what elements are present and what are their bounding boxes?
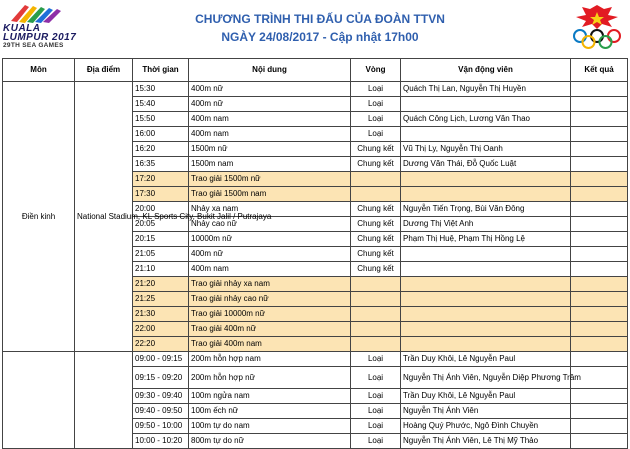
event-cell: 400m nữ — [189, 82, 351, 97]
table-row — [3, 352, 628, 367]
athletes-cell — [401, 322, 571, 337]
event-cell: 400m nam — [189, 112, 351, 127]
result-cell — [571, 262, 628, 277]
time-cell: 22:00 — [133, 322, 189, 337]
event-cell: 1500m nữ — [189, 142, 351, 157]
time-cell: 09:40 - 09:50 — [133, 404, 189, 419]
event-cell: Nhảy cao nữ — [189, 217, 351, 232]
round-cell: Chung kết — [351, 232, 401, 247]
time-cell: 20:00 — [133, 202, 189, 217]
round-cell: Loại — [351, 112, 401, 127]
round-cell: Chung kết — [351, 157, 401, 172]
logo-graphic — [3, 3, 87, 25]
round-cell — [351, 322, 401, 337]
athletes-cell — [401, 97, 571, 112]
event-cell: 400m nam — [189, 127, 351, 142]
col-header-athletes: Vận động viên — [401, 59, 571, 82]
time-cell: 22:20 — [133, 337, 189, 352]
round-cell: Loại — [351, 367, 401, 389]
page-title: CHƯƠNG TRÌNH THI ĐẤU CỦA ĐOÀN TTVN — [195, 12, 445, 26]
round-cell — [351, 277, 401, 292]
event-cell: Nhảy xa nam — [189, 202, 351, 217]
result-cell — [571, 232, 628, 247]
athletes-cell — [401, 247, 571, 262]
result-cell — [571, 322, 628, 337]
time-cell: 09:00 - 09:15 — [133, 352, 189, 367]
athletes-cell — [401, 172, 571, 187]
page-subtitle: NGÀY 24/08/2017 - Cập nhật 17h00 — [221, 30, 419, 44]
result-cell — [571, 292, 628, 307]
result-cell — [571, 404, 628, 419]
time-cell: 21:20 — [133, 277, 189, 292]
col-header-event: Nội dung — [189, 59, 351, 82]
round-cell: Chung kết — [351, 247, 401, 262]
event-cell: 100m ngửa nam — [189, 389, 351, 404]
round-cell: Loại — [351, 389, 401, 404]
sport-cell: Điền kinh — [3, 82, 75, 352]
athletes-cell: Vũ Thị Ly, Nguyễn Thị Oanh — [401, 142, 571, 157]
athletes-cell — [401, 127, 571, 142]
round-cell — [351, 187, 401, 202]
athletes-cell: Dương Văn Thái, Đỗ Quốc Luật — [401, 157, 571, 172]
event-cell: 800m tự do nữ — [189, 434, 351, 449]
round-cell: Loại — [351, 127, 401, 142]
athletes-cell: Nguyễn Thị Ánh Viên, Nguyễn Diệp Phương Trâm — [401, 367, 571, 389]
athletes-cell — [401, 307, 571, 322]
time-cell: 17:20 — [133, 172, 189, 187]
round-cell: Chung kết — [351, 262, 401, 277]
event-cell: 10000m nữ — [189, 232, 351, 247]
time-cell: 16:00 — [133, 127, 189, 142]
time-cell: 20:15 — [133, 232, 189, 247]
event-cell: Trao giải 10000m nữ — [189, 307, 351, 322]
athletes-cell: Nguyễn Thị Ánh Viên — [401, 404, 571, 419]
round-cell — [351, 172, 401, 187]
event-cell: 400m nam — [189, 262, 351, 277]
athletes-cell: Phạm Thị Huệ, Phạm Thị Hồng Lệ — [401, 232, 571, 247]
result-cell — [571, 172, 628, 187]
result-cell — [571, 187, 628, 202]
page-header — [0, 0, 630, 56]
event-cell: 1500m nam — [189, 157, 351, 172]
round-cell: Loại — [351, 404, 401, 419]
result-cell — [571, 127, 628, 142]
time-cell: 15:40 — [133, 97, 189, 112]
result-cell — [571, 434, 628, 449]
round-cell — [351, 337, 401, 352]
time-cell: 15:50 — [133, 112, 189, 127]
col-header-time: Thời gian — [133, 59, 189, 82]
col-header-venue: Địa điểm — [75, 59, 133, 82]
event-cell: Trao giải 400m nữ — [189, 322, 351, 337]
result-cell — [571, 247, 628, 262]
time-cell: 21:10 — [133, 262, 189, 277]
time-cell: 09:50 - 10:00 — [133, 419, 189, 434]
event-cell: 200m hỗn hợp nam — [189, 352, 351, 367]
round-cell — [351, 307, 401, 322]
result-cell — [571, 277, 628, 292]
result-cell — [571, 82, 628, 97]
event-cell: Trao giải 1500m nữ — [189, 172, 351, 187]
round-cell: Loại — [351, 352, 401, 367]
athletes-cell: Hoàng Quý Phước, Ngô Đình Chuyền — [401, 419, 571, 434]
time-cell: 21:05 — [133, 247, 189, 262]
athletes-cell — [401, 262, 571, 277]
time-cell: 20:05 — [133, 217, 189, 232]
result-cell — [571, 217, 628, 232]
athletes-cell: Quách Công Lịch, Lương Văn Thao — [401, 112, 571, 127]
round-cell: Loại — [351, 419, 401, 434]
round-cell: Loại — [351, 434, 401, 449]
athletes-cell: Quách Thị Lan, Nguyễn Thị Huyền — [401, 82, 571, 97]
athletes-cell — [401, 292, 571, 307]
time-cell: 15:30 — [133, 82, 189, 97]
time-cell: 21:30 — [133, 307, 189, 322]
athletes-cell — [401, 277, 571, 292]
athletes-cell: Nguyễn Tiến Trọng, Bùi Văn Đông — [401, 202, 571, 217]
time-cell: 09:30 - 09:40 — [133, 389, 189, 404]
col-header-round: Vòng — [351, 59, 401, 82]
round-cell: Chung kết — [351, 142, 401, 157]
event-cell: 100m tự do nam — [189, 419, 351, 434]
sea-games-logo — [3, 3, 87, 51]
round-cell: Loại — [351, 82, 401, 97]
logo-text-line1: KUALA — [3, 23, 41, 34]
result-cell — [571, 97, 628, 112]
result-cell — [571, 419, 628, 434]
athletes-cell: Trần Duy Khôi, Lê Nguyễn Paul — [401, 389, 571, 404]
table-header-row — [3, 59, 628, 82]
round-cell — [351, 292, 401, 307]
round-cell: Chung kết — [351, 217, 401, 232]
result-cell — [571, 337, 628, 352]
event-cell: Trao giải nhảy xa nam — [189, 277, 351, 292]
col-header-sport: Môn — [3, 59, 75, 82]
col-header-result: Kết quả — [571, 59, 628, 82]
table-row — [3, 82, 628, 97]
athletes-cell — [401, 337, 571, 352]
logo-text-line3: 29TH SEA GAMES — [3, 42, 64, 49]
result-cell — [571, 142, 628, 157]
round-cell: Loại — [351, 97, 401, 112]
time-cell: 16:20 — [133, 142, 189, 157]
venue-cell — [75, 352, 133, 449]
event-cell: 200m hỗn hợp nữ — [189, 367, 351, 389]
athletes-cell: Trần Duy Khôi, Lê Nguyễn Paul — [401, 352, 571, 367]
logo-text-line2: LUMPUR 2017 — [3, 32, 77, 43]
time-cell: 10:00 - 10:20 — [133, 434, 189, 449]
time-cell: 21:25 — [133, 292, 189, 307]
result-cell — [571, 389, 628, 404]
result-cell — [571, 307, 628, 322]
result-cell — [571, 202, 628, 217]
result-cell — [571, 352, 628, 367]
venue-cell: National Stadium, KL Sports City, Bukit Jalil / Putrajaya — [75, 82, 133, 352]
event-cell: Trao giải nhảy cao nữ — [189, 292, 351, 307]
event-cell: 100m ếch nữ — [189, 404, 351, 419]
schedule-table — [2, 58, 628, 449]
result-cell — [571, 157, 628, 172]
event-cell: 400m nữ — [189, 247, 351, 262]
time-cell: 16:35 — [133, 157, 189, 172]
result-cell — [571, 112, 628, 127]
event-cell: 400m nữ — [189, 97, 351, 112]
event-cell: Trao giải 400m nam — [189, 337, 351, 352]
athletes-cell: Nguyễn Thị Ánh Viên, Lê Thị Mỹ Thảo — [401, 434, 571, 449]
athletes-cell: Dương Thị Việt Anh — [401, 217, 571, 232]
time-cell: 09:15 - 09:20 — [133, 367, 189, 389]
round-cell: Chung kết — [351, 202, 401, 217]
athletes-cell — [401, 187, 571, 202]
time-cell: 17:30 — [133, 187, 189, 202]
olympic-rings-emblem — [568, 3, 626, 49]
event-cell: Trao giải 1500m nam — [189, 187, 351, 202]
sport-cell — [3, 352, 75, 449]
schedule-body — [3, 82, 628, 449]
